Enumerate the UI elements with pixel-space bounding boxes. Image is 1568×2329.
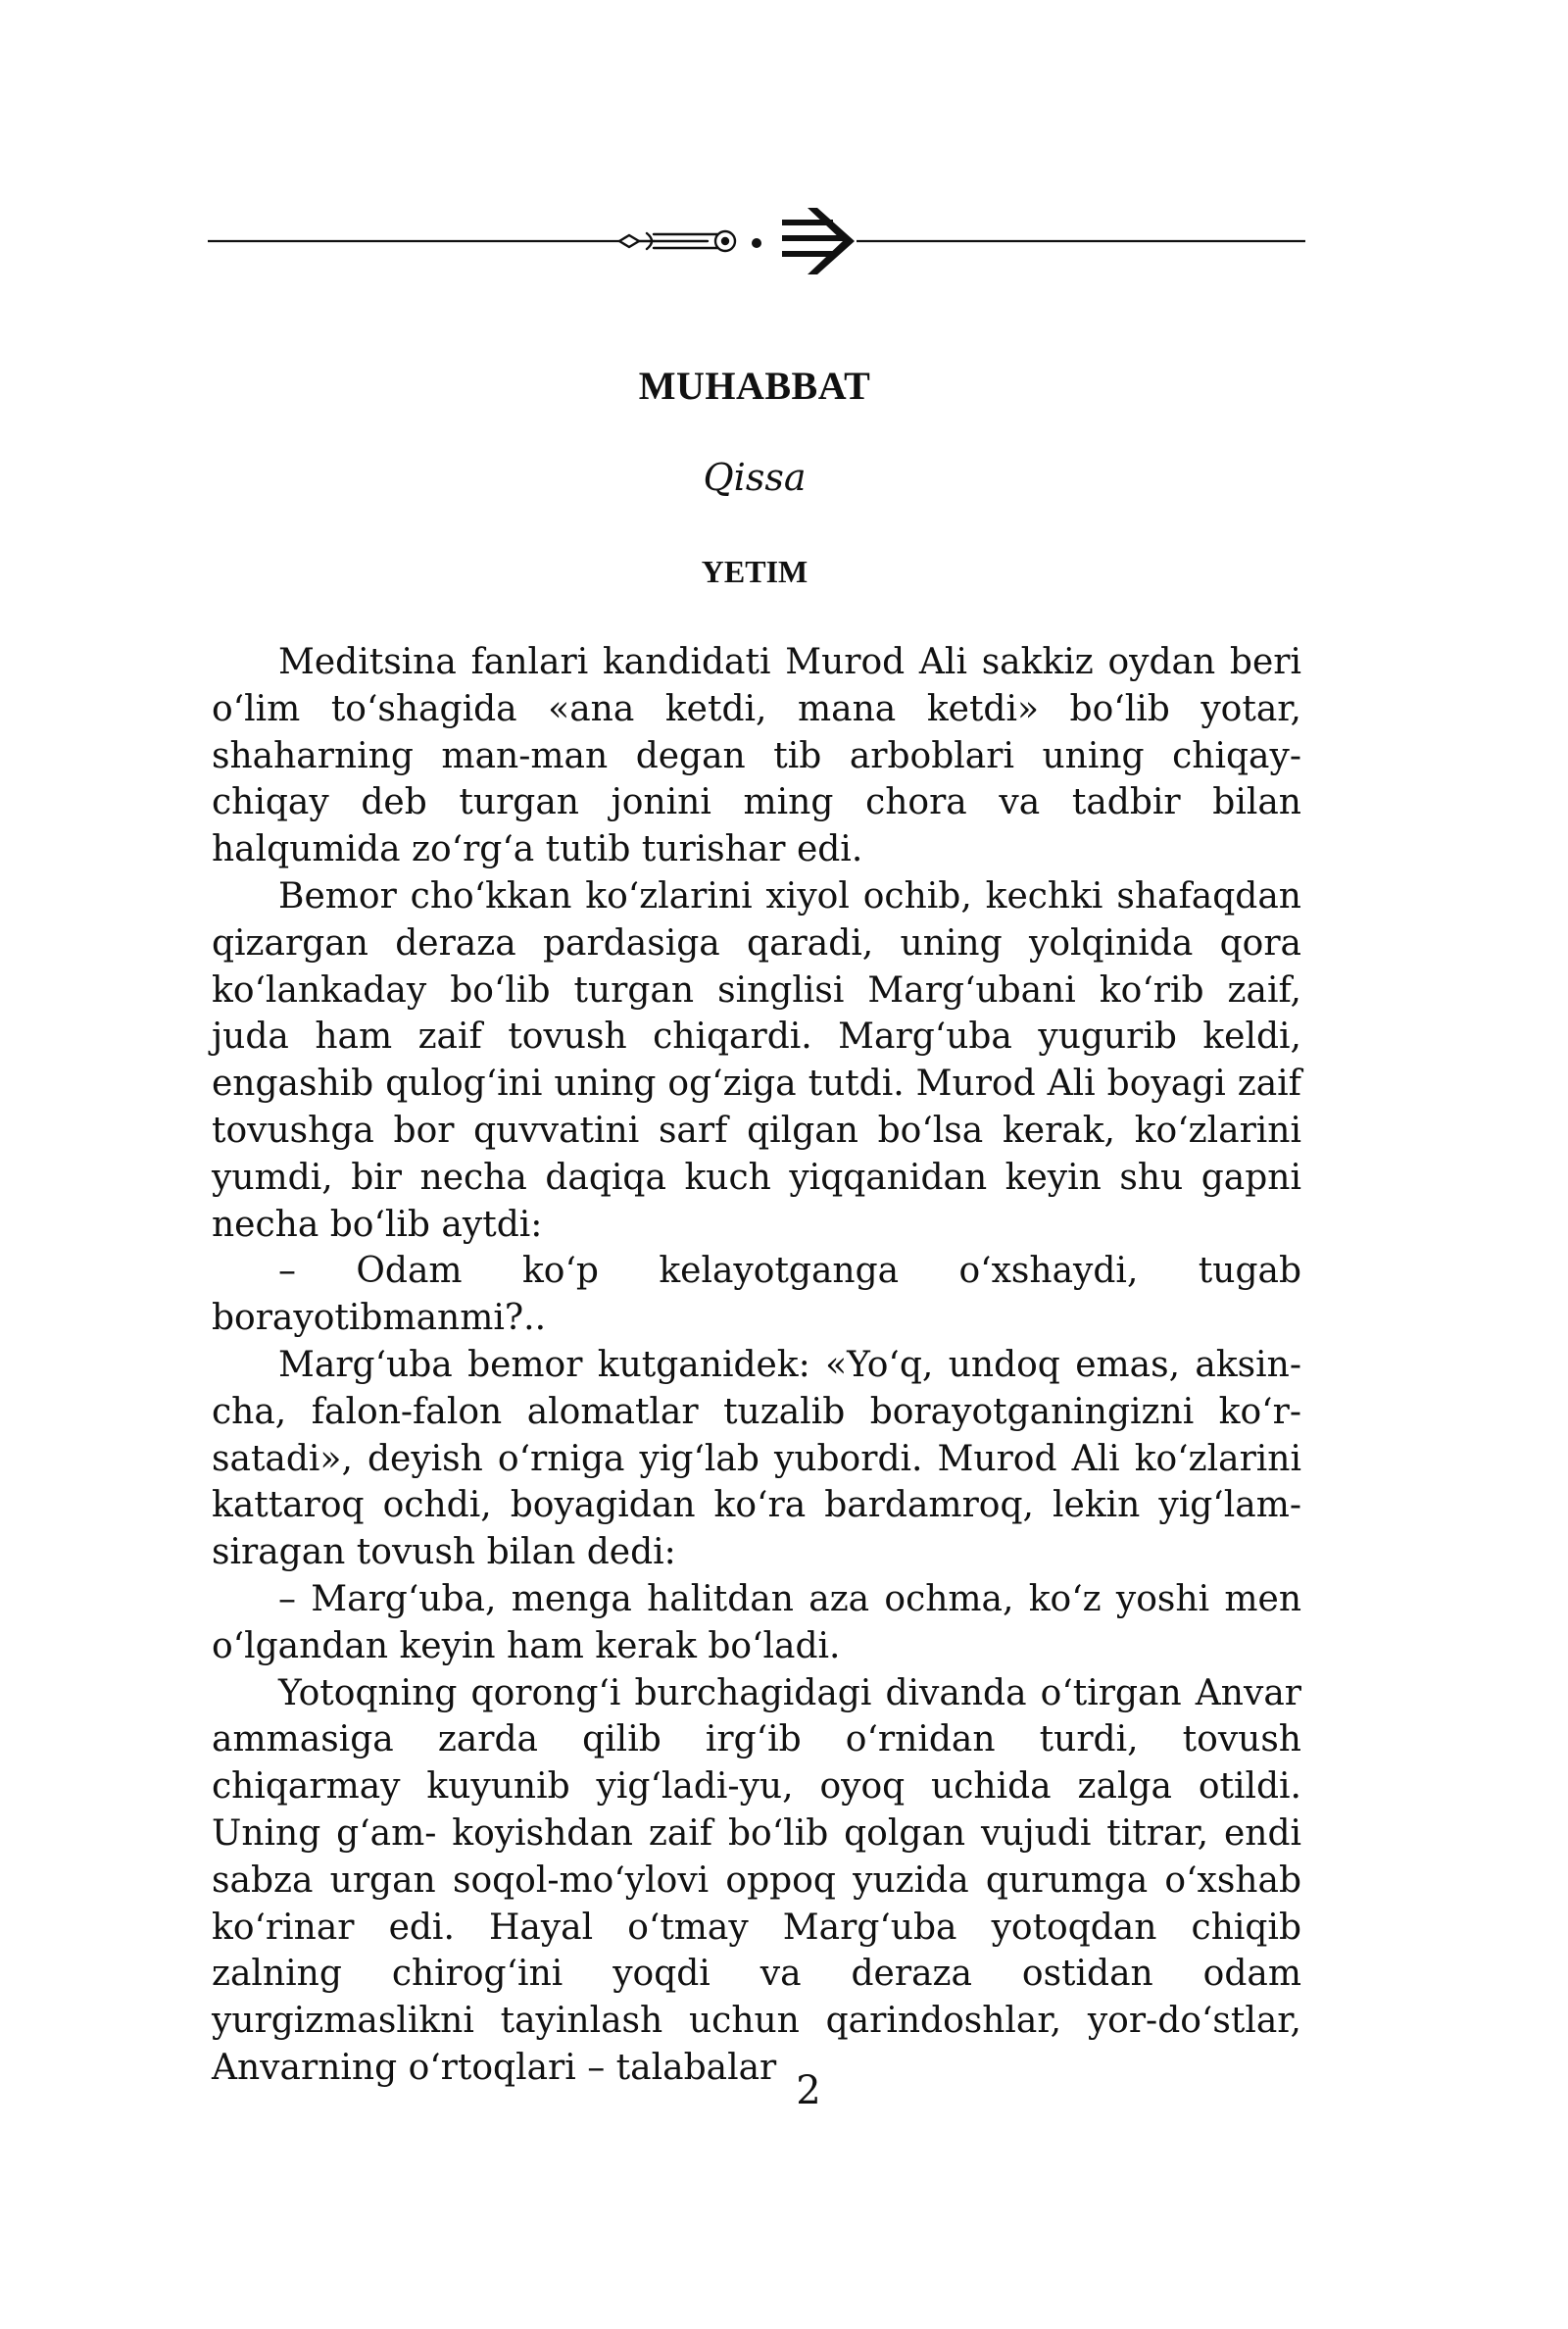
ornament-arrow	[782, 208, 855, 274]
chapter-heading: YETIM	[701, 554, 808, 589]
paragraph: – Marg‘uba, menga halitdan aza ochma, ko‘z yoshi men o‘lgandan keyin ham kerak bo‘ladi.	[212, 1578, 1301, 1666]
paragraph: Yotoqning qorong‘i burchagidagi divanda o‘tirgan Anvar ammasiga zarda qilib irg‘ib o‘rnidan turdi, tovush chiqarmay kuyunib yig‘ladi-yu, oyoq uchida zalga otildi. Uning g‘am- koyishdan zaif bo‘lib qolgan vujudi titrar, endi sabza urgan soqol-mo‘ylovi oppoq yuzida qurumga o‘xshab ko‘rinar edi. Hayal o‘tmay Marg‘uba yotoqdan chiqib zalning chirog‘ini yoqdi va deraza ostidan odam yurgizmaslikni tayinlash uchun qarindoshlar, yor-do‘stlar, Anvarning o‘rtoqlari – talabalar	[212, 1672, 1301, 2088]
paragraph: Marg‘uba bemor kutganidek: «Yo‘q, undoq emas, aksin- cha, falon-falon alomatlar tuzalib borayotganingizni ko‘r- satadi», deyish o‘rniga yig‘lab yubordi. Murod Ali ko‘zlarini kattaroq ochdi, boyagidan ko‘ra bardamroq, lekin yig‘lam- siragan tovush bilan dedi:	[212, 1344, 1301, 1573]
paragraph: – Odam ko‘p kelayotganga o‘xshaydi, tugab borayotibmanmi?..	[212, 1251, 1301, 1339]
ornament-flourish	[619, 231, 735, 251]
paragraph: Meditsina fanlari kandidati Murod Ali sakkiz oydan beri o‘lim to‘shagida «ana ketdi, mana ketdi» bo‘lib yotar, shaharning man-man degan tib arboblari uning chiqay-chiqay deb turgan jonini ming chora va tadbir bilan halqumida zo‘rg‘a tutib turishar edi.	[212, 642, 1301, 870]
paragraph: Bemor cho‘kkan ko‘zlarini xiyol ochib, kechki shafaqdan qizargan deraza pardasiga qaradi, uning yolqinida qora ko‘lankaday bo‘lib turgan singlisi Marg‘ubani ko‘rib zaif, juda ham zaif tovush chiqardi. Marg‘uba yugurib keldi, engashib qulog‘ini uning og‘ziga tutdi. Murod Ali boyagi zaif tovushga bor quvvatini sarf qilgan bo‘lsa kerak, ko‘zlarini yumdi, bir necha daqiqa kuch yiqqanidan keyin shu gapni necha bo‘lib aytdi:	[212, 875, 1301, 1245]
body-text	[212, 639, 1301, 2092]
genre-subtitle: Qissa	[703, 456, 807, 499]
page-number: 2	[796, 2068, 821, 2113]
ornament-divider	[208, 204, 1305, 278]
book-title: MUHABBAT	[638, 364, 871, 408]
ornament-center-dot	[752, 238, 761, 248]
